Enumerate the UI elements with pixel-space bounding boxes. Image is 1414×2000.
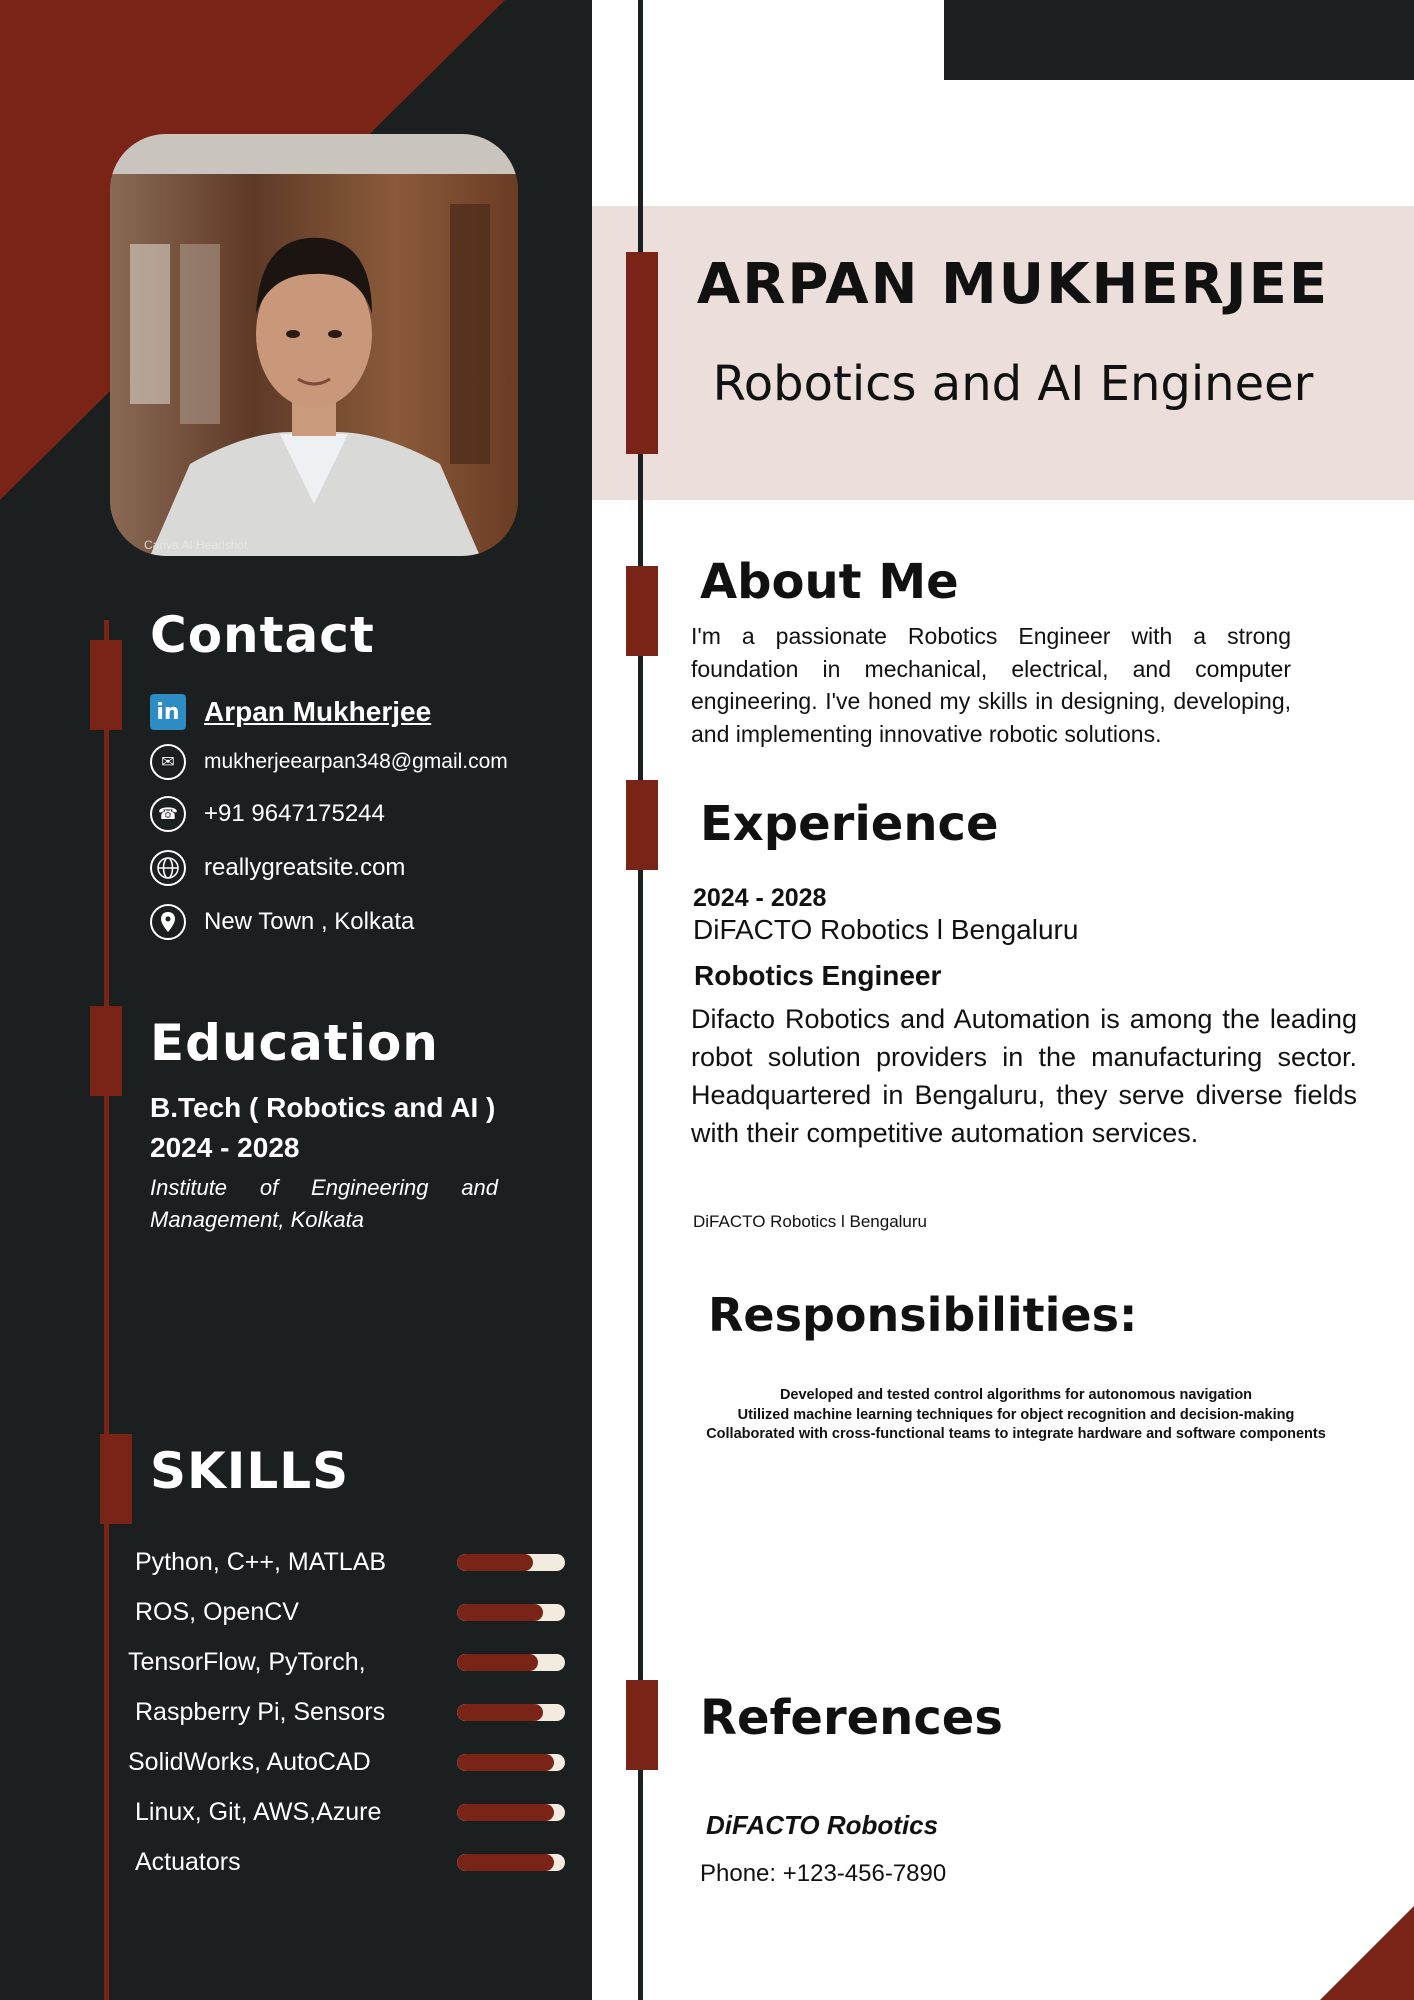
skill-label: TensorFlow, PyTorch,: [128, 1648, 366, 1676]
school-line-2: Management, Kolkata: [150, 1207, 365, 1232]
experience-company: DiFACTO Robotics l Bengaluru: [693, 914, 1079, 945]
responsibility-item: Developed and tested control algorithms for autonomous navigation: [779, 1387, 1253, 1403]
phone-icon: ☎: [150, 796, 186, 832]
mail-icon: ✉: [150, 744, 186, 780]
linkedin-icon: in: [150, 694, 186, 730]
skill-label: SolidWorks, AutoCAD: [128, 1748, 371, 1776]
about-text: I'm a passionate Robotics Engineer with a strong foundation in mechanical, electrical, and computer engineering. I've honed my skills in designing, developing, and implementing innovative robotic solutions.: [691, 623, 1291, 747]
skill-row: [0, 1794, 592, 1834]
email-value[interactable]: mukherjeearpan348@gmail.com: [204, 750, 508, 773]
skill-level-bar: [457, 1804, 565, 1821]
skills-accent-bar: [100, 1434, 132, 1524]
skills-heading: SKILLS: [150, 1442, 350, 1500]
linkedin-link[interactable]: Arpan Mukherjee: [204, 696, 432, 727]
header-decoration: [944, 0, 1414, 80]
education-accent-bar: [90, 1006, 122, 1096]
skill-level-bar: [457, 1754, 565, 1771]
experience-heading: Experience: [700, 796, 999, 852]
photo-caption: Canva AI Headshot: [144, 538, 248, 552]
location-pin-icon: [150, 904, 186, 940]
name-band: [592, 206, 1414, 500]
sidebar-divider: [104, 620, 109, 2000]
about-accent-bar: [626, 566, 658, 656]
skill-label: Raspberry Pi, Sensors: [135, 1698, 386, 1726]
skill-level-fill: [457, 1804, 554, 1821]
skill-level-bar: [457, 1654, 565, 1671]
contact-website[interactable]: [150, 850, 405, 886]
location-value: New Town , Kolkata: [204, 908, 415, 935]
contact-heading: Contact: [150, 606, 375, 664]
responsibilities-heading: Responsibilities:: [708, 1288, 1138, 1342]
skill-label: Python, C++, MATLAB: [135, 1548, 387, 1576]
references-heading: References: [700, 1690, 1003, 1746]
skill-label: Actuators: [135, 1848, 241, 1876]
skill-row: [0, 1844, 592, 1884]
skill-level-fill: [457, 1754, 554, 1771]
skill-level-bar: [457, 1604, 565, 1621]
education-heading: Education: [150, 1014, 439, 1072]
experience-caption: DiFACTO Robotics l Bengaluru: [693, 1212, 928, 1231]
contact-email[interactable]: [150, 744, 508, 780]
experience-description: Difacto Robotics and Automation is among the leading robot solution providers in the manufacturing sector. Headquartered in Bengaluru, they serve diverse fields with their competitive automation services.: [691, 1004, 1357, 1148]
skill-level-bar: [457, 1554, 565, 1571]
responsibility-item: Utilized machine learning techniques for object recognition and decision-making: [737, 1406, 1295, 1423]
skill-level-bar: [457, 1704, 565, 1721]
skill-level-bar: [457, 1854, 565, 1871]
degree-years: 2024 - 2028: [150, 1132, 300, 1163]
skill-row: [0, 1594, 592, 1634]
website-value[interactable]: reallygreatsite.com: [204, 854, 406, 881]
skill-level-fill: [457, 1854, 554, 1871]
school-line-1: Institute of Engineering and: [150, 1175, 498, 1200]
globe-icon: [150, 850, 186, 886]
education-school: [150, 1172, 498, 1236]
profile-photo: [110, 134, 518, 556]
experience-years: 2024 - 2028: [693, 884, 827, 912]
phone-value[interactable]: +91 9647175244: [204, 800, 385, 827]
responsibility-item: Collaborated with cross-functional teams to integrate hardware and software components: [706, 1426, 1326, 1442]
skill-level-fill: [457, 1654, 538, 1671]
skill-level-fill: [457, 1704, 543, 1721]
skill-row: [0, 1544, 592, 1584]
responsibilities-list: [660, 1386, 1372, 1445]
about-heading: About Me: [700, 554, 959, 610]
skill-label: ROS, OpenCV: [135, 1598, 299, 1626]
education-degree: [150, 1088, 495, 1168]
references-accent-bar: [626, 1680, 658, 1770]
skill-level-fill: [457, 1554, 533, 1571]
contact-location: [150, 904, 414, 940]
skill-level-fill: [457, 1604, 543, 1621]
experience-role: Robotics Engineer: [694, 960, 942, 991]
person-name: ARPAN MUKHERJEE: [696, 252, 1330, 317]
corner-decoration: [1320, 1906, 1414, 2000]
skill-row: [0, 1744, 592, 1784]
skill-label: Linux, Git, AWS,Azure: [135, 1798, 382, 1826]
experience-accent-bar: [626, 780, 658, 870]
person-role: Robotics and AI Engineer: [712, 356, 1314, 412]
contact-linkedin[interactable]: [150, 694, 431, 730]
skill-row: [0, 1694, 592, 1734]
contact-phone[interactable]: [150, 796, 385, 832]
reference-phone: Phone: +123-456-7890: [700, 1860, 947, 1887]
reference-company: DiFACTO Robotics: [706, 1810, 939, 1840]
skill-row: [0, 1644, 592, 1684]
contact-accent-bar: [90, 640, 122, 730]
degree-name: B.Tech ( Robotics and AI ): [150, 1092, 496, 1123]
sidebar: [0, 0, 592, 2000]
